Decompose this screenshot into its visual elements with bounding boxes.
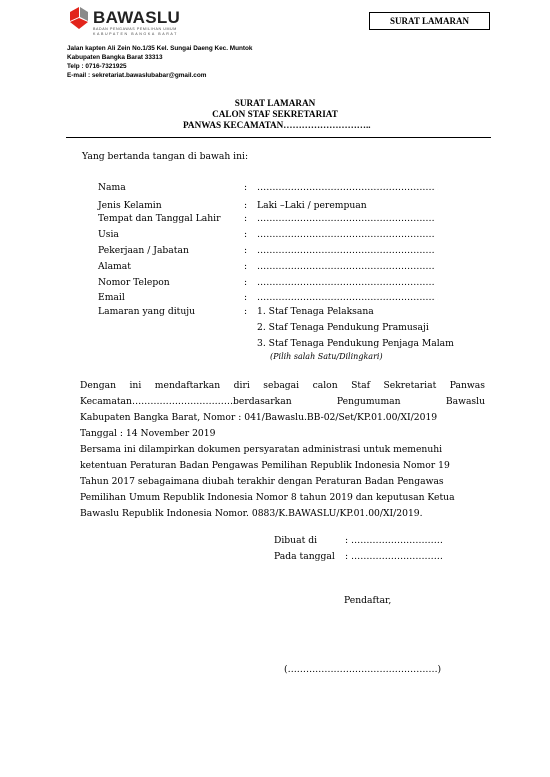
field-label-birth: Tempat dan Tanggal Lahir xyxy=(98,213,221,224)
field-colon: : xyxy=(244,261,248,272)
field-value-gender: Laki –Laki / perempuan xyxy=(257,200,367,211)
field-label-phone: Nomor Telepon xyxy=(98,277,170,288)
tanggal-label: Pada tanggal xyxy=(274,551,335,562)
intro-text: Yang bertanda tangan di bawah ini: xyxy=(82,151,249,162)
field-value-usia: …………………………………………………. xyxy=(257,229,435,240)
tanggal-value: : ………………………… xyxy=(345,551,443,562)
options-note: (Pilih salah Satu/Dilingkari) xyxy=(270,352,383,361)
email-line: E-mail : sekretariat.bawaslubabar@gmail.com xyxy=(67,72,207,79)
pendaftar-label: Pendaftar, xyxy=(344,595,392,606)
body-line: Dengan ini mendaftarkan diri sebagai calon Staf Sekretariat Panwas xyxy=(80,380,485,391)
field-label-usia: Usia xyxy=(98,229,119,240)
field-colon: : xyxy=(244,306,248,317)
field-value-nama: …………………………………………………. xyxy=(257,182,435,193)
form-label-box: SURAT LAMARAN xyxy=(369,12,490,30)
phone-line: Telp : 0716-7321925 xyxy=(67,63,127,70)
field-value-job: …………………………………………………. xyxy=(257,245,435,256)
field-colon: : xyxy=(244,213,248,224)
field-label-alamat: Alamat xyxy=(98,261,131,272)
doc-subtitle: CALON STAF SEKRETARIAT xyxy=(212,109,338,119)
body-line: Pemilihan Umum Republik Indonesia Nomor 8 tahun 2019 dan keputusan Ketua xyxy=(80,492,455,503)
bawaslu-logo xyxy=(67,6,183,42)
field-label-email: Email xyxy=(98,292,125,303)
field-label-position: Lamaran yang dituju xyxy=(98,306,196,317)
body-line: ketentuan Peraturan Badan Pengawas Pemilihan Republik Indonesia Nomor 19 xyxy=(80,460,450,471)
doc-title: SURAT LAMARAN xyxy=(234,98,316,108)
field-colon: : xyxy=(244,277,248,288)
body-line: Bawaslu Republik Indonesia Nomor. 0883/K.BAWASLU/KP.01.00/XI/2019. xyxy=(80,508,423,519)
title-divider xyxy=(66,137,491,138)
address-line: Jalan kapten Ali Zein No.1/35 Kel. Sungai Daeng Kec. Muntok xyxy=(67,45,253,52)
field-label-job: Pekerjaan / Jabatan xyxy=(98,245,189,256)
body-line: Tahun 2017 sebagaimana diubah terakhir dengan Peraturan Badan Pengawas xyxy=(80,476,444,487)
body-line: Kecamatan……………………………berdasarkan Pengumuman Bawaslu xyxy=(80,396,485,407)
position-option-2: 2. Staf Tenaga Pendukung Pramusaji xyxy=(257,322,429,333)
bawaslu-emblem-icon xyxy=(67,6,89,30)
field-label-gender: Jenis Kelamin xyxy=(98,200,162,211)
address-line: Kabupaten Bangka Barat 33313 xyxy=(67,54,163,61)
logo-subtitle-2: KABUPATEN BANGKA BARAT xyxy=(93,32,178,36)
body-line: Bersama ini dilampirkan dokumen persyaratan administrasi untuk memenuhi xyxy=(80,444,443,455)
field-value-email: …………………………………………………. xyxy=(257,292,435,303)
field-colon: : xyxy=(244,245,248,256)
field-value-alamat: …………………………………………………. xyxy=(257,261,435,272)
field-value-phone: …………………………………………………. xyxy=(257,277,435,288)
field-label-nama: Nama xyxy=(98,182,126,193)
signature-name-line: (………………………………………….) xyxy=(284,664,442,675)
field-colon: : xyxy=(244,182,248,193)
doc-subtitle-2: PANWAS KECAMATAN……………………….. xyxy=(183,120,371,130)
dibuat-label: Dibuat di xyxy=(274,535,318,546)
field-colon: : xyxy=(244,292,248,303)
position-option-3: 3. Staf Tenaga Pendukung Penjaga Malam xyxy=(257,338,454,349)
body-line: Kabupaten Bangka Barat, Nomor : 041/Bawaslu.BB-02/Set/KP.01.00/XI/2019 xyxy=(80,412,438,423)
logo-name: BAWASLU xyxy=(93,8,181,27)
field-colon: : xyxy=(244,229,248,240)
field-colon: : xyxy=(244,200,248,211)
field-value-birth: …………………………………………………. xyxy=(257,213,435,224)
position-option-1: 1. Staf Tenaga Pelaksana xyxy=(257,306,374,317)
logo-subtitle-1: BADAN PENGAWAS PEMILIHAN UMUM xyxy=(93,27,177,31)
dibuat-value: : ………………………… xyxy=(345,535,443,546)
body-line: Tanggal : 14 November 2019 xyxy=(80,428,216,439)
